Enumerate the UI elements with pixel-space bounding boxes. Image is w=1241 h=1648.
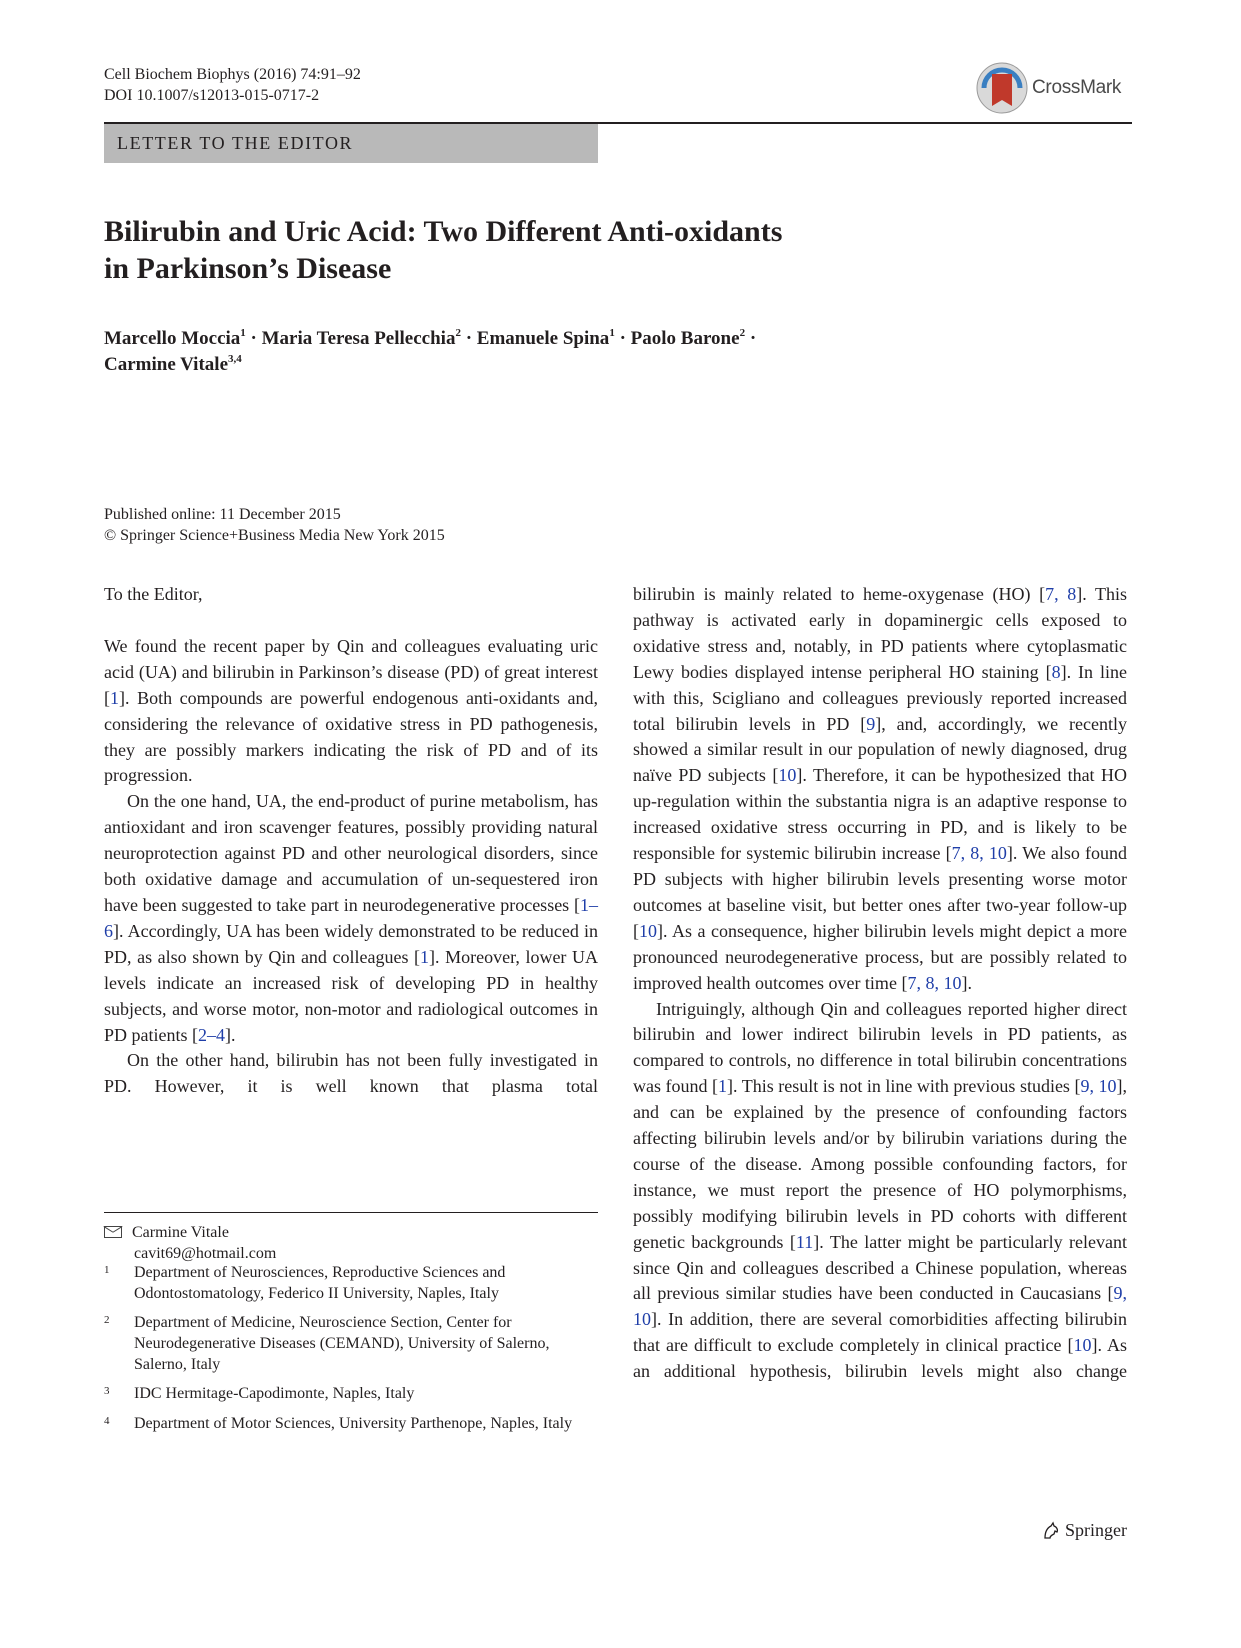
affiliation-text: Department of Medicine, Neuroscience Section, Center for Neurodegenerative Diseases (CEMAND), University of Salerno, Salerno, Italy xyxy=(134,1314,550,1373)
affiliation-item xyxy=(104,1383,598,1404)
crossmark-icon xyxy=(976,62,1028,114)
citation-link[interactable]: 11 xyxy=(795,1231,814,1252)
affiliation-number: 2 xyxy=(104,1314,110,1326)
author-affiliation-marker: 1 xyxy=(609,327,615,339)
publication-info xyxy=(104,504,445,546)
affiliation-text: Department of Motor Sciences, University Parthenope, Naples, Italy xyxy=(134,1415,573,1432)
footnote-rule xyxy=(104,1212,598,1213)
springer-horse-icon xyxy=(1041,1521,1061,1541)
affiliation-number: 4 xyxy=(104,1415,110,1427)
greeting: To the Editor, xyxy=(104,584,203,604)
citation-link[interactable]: 10 xyxy=(639,920,657,941)
author-name[interactable]: Maria Teresa Pellecchia xyxy=(261,328,456,349)
affiliation-number: 3 xyxy=(104,1385,110,1397)
title-line-1: Bilirubin and Uric Acid: Two Different Anti-oxidants xyxy=(104,215,783,248)
envelope-icon xyxy=(104,1226,122,1238)
body-paragraph: On the other hand, bilirubin has not been fully investigated in PD. However, it is well known that plasma total xyxy=(104,1050,598,1097)
affiliation-item xyxy=(104,1413,598,1434)
article-title xyxy=(104,213,904,287)
crossmark-label: CrossMark xyxy=(1032,77,1122,98)
journal-citation xyxy=(104,64,361,106)
body-paragraph: We found the recent paper by Qin and colleagues evaluating uric acid (UA) and bilirubin in Parkinson’s disease (PD) of great interest [1]. Both compounds are powerful endogenous anti-oxidants and, considering the relevance of oxidative stress in PD pathogenesis, they are possibly markers indicating the risk of PD and of its progression. xyxy=(104,635,598,786)
citation-link[interactable]: 7, 8 xyxy=(1045,584,1077,604)
article-category: LETTER TO THE EDITOR xyxy=(104,124,598,163)
title-line-2: in Parkinson’s Disease xyxy=(104,252,392,285)
author-separator: · xyxy=(749,328,757,349)
citation-link[interactable]: 10 xyxy=(778,765,797,786)
journal-line: Cell Biochem Biophys (2016) 74:91–92 xyxy=(104,66,361,83)
affiliation-item xyxy=(104,1262,598,1304)
published-date: Published online: 11 December 2015 xyxy=(104,506,341,523)
publisher-name: Springer xyxy=(1065,1520,1127,1540)
author-name[interactable]: Marcello Moccia xyxy=(104,328,241,349)
author-name[interactable]: Emanuele Spina xyxy=(476,328,610,349)
author-separator: · xyxy=(465,328,473,349)
author-name[interactable]: Paolo Barone xyxy=(630,328,740,349)
body-column-right xyxy=(633,582,1127,1385)
citation-link[interactable]: 1 xyxy=(110,687,119,708)
citation-link[interactable]: 7, 8, 10 xyxy=(951,843,1007,864)
author-affiliation-marker: 3,4 xyxy=(228,353,242,365)
corresponding-author xyxy=(104,1222,276,1264)
author-separator: · xyxy=(250,328,257,349)
affiliation-number: 1 xyxy=(104,1264,110,1276)
corresponding-email[interactable]: cavit69@hotmail.com xyxy=(134,1245,277,1262)
citation-link[interactable]: 9, 10 xyxy=(633,1283,1127,1330)
author-list xyxy=(104,326,884,378)
citation-link[interactable]: 9, 10 xyxy=(1080,1076,1117,1097)
citation-link[interactable]: 1 xyxy=(718,1076,728,1097)
affiliation-text: IDC Hermitage-Capodimonte, Naples, Italy xyxy=(134,1385,415,1402)
affiliation-text: Department of Neurosciences, Reproductive Sciences and Odontostomatology, Federico II University, Naples, Italy xyxy=(134,1264,506,1302)
citation-link[interactable]: 1–6 xyxy=(104,894,598,941)
citation-link[interactable]: 1 xyxy=(420,946,430,967)
publisher-logo xyxy=(1041,1520,1127,1541)
crossmark-badge[interactable] xyxy=(976,60,1121,116)
citation-link[interactable]: 9 xyxy=(866,713,876,734)
author-affiliation-marker: 2 xyxy=(455,327,461,339)
author-separator: · xyxy=(619,328,626,349)
author-affiliation-marker: 1 xyxy=(240,327,246,339)
copyright-notice: © Springer Science+Business Media New York 2015 xyxy=(104,527,445,544)
citation-link[interactable]: 8 xyxy=(1051,661,1061,682)
body-paragraph: On the one hand, UA, the end-product of purine metabolism, has antioxidant and iron scavenger features, possibly providing natural neuroprotection against PD and other neurological disorders, since both oxidative damage and accumulation of un-sequestered iron have been suggested to take part in neurodegenerative processes [1–6]. Accordingly, UA has been widely demonstrated to be reduced in PD, as also shown by Qin and colleagues [1]. Moreover, lower UA levels indicate an increased risk of developing PD in healthy subjects, and worse motor, non-motor and radiological outcomes in PD patients [2–4]. xyxy=(104,791,598,1045)
citation-link[interactable]: 7, 8, 10 xyxy=(907,972,962,993)
body-paragraph: Intriguingly, although Qin and colleagues reported higher direct bilirubin and lower indirect bilirubin levels in PD patients, as compared to controls, no difference in total bilirubin concentrations was found [1]. This result is not in line with previous studies [9, 10], and can be explained by the presence of confounding factors affecting bilirubin levels and/or by bilirubin variations during the course of the disease. Among possible confounding factors, for instance, we must report the presence of HO polymorphisms, possibly modifying bilirubin levels in PD cohorts with different genetic backgrounds [11]. The latter might be particularly relevant since Qin and colleagues described a Chinese population, whereas all previous similar studies have been conducted in Caucasians [9, 10]. In addition, there are several comorbidities affecting bilirubin that are difficult to exclude completely in clinical practice [10]. As an additional hypothesis, bilirubin levels might also change xyxy=(633,998,1127,1382)
author-affiliation-marker: 2 xyxy=(739,327,746,339)
corresponding-name: Carmine Vitale xyxy=(132,1224,229,1241)
citation-link[interactable]: 10 xyxy=(1073,1335,1092,1356)
doi-line[interactable]: DOI 10.1007/s12013-015-0717-2 xyxy=(104,87,320,104)
body-paragraph: bilirubin is mainly related to heme-oxygenase (HO) [7, 8]. This pathway is activated early in dopaminergic cells exposed to oxidative stress and, notably, in PD patients where cytoplasmatic Lewy bodies displayed intense peripheral HO staining [8]. In line with this, Scigliano and colleagues previously reported increased total bilirubin levels in PD [9], and, accordingly, we recently showed a similar result in our population of newly diagnosed, drug naïve PD subjects [10]. Therefore, it can be hypothesized that HO up-regulation within the substantia nigra is an adaptive response to increased oxidative stress occurring in PD, and is likely to be responsible for systemic bilirubin increase [7, 8, 10]. We also found PD subjects with higher bilirubin levels presenting worse motor outcomes at baseline visit, but better ones after two-year follow-up [10]. As a consequence, higher bilirubin levels might depict a more pronounced neurodegenerative process, but are possibly related to improved health outcomes over time [7, 8, 10]. xyxy=(633,584,1128,993)
author-name[interactable]: Carmine Vitale xyxy=(104,354,229,375)
citation-link[interactable]: 2–4 xyxy=(198,1024,225,1045)
affiliation-item xyxy=(104,1312,598,1375)
body-column-left xyxy=(104,582,598,1100)
